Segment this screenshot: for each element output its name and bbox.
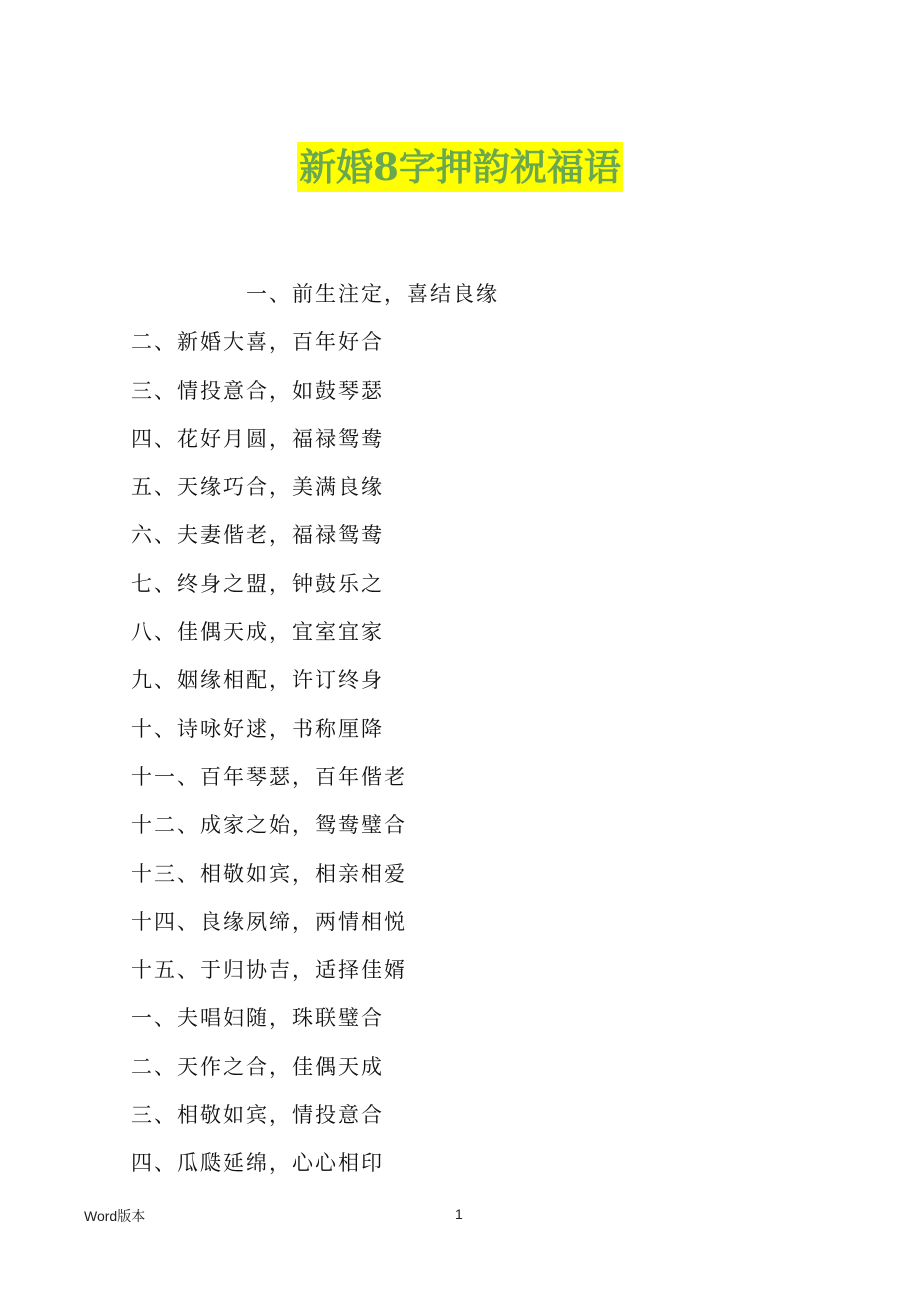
footer-label: Word版本 bbox=[84, 1208, 146, 1224]
list-item: 二、天作之合，佳偶天成 bbox=[131, 1054, 384, 1079]
list-item: 四、瓜瓞延绵，心心相印 bbox=[131, 1151, 384, 1176]
list-item: 十四、良缘夙缔，两情相悦 bbox=[131, 909, 407, 934]
list-item: 十五、于归协吉，适择佳婿 bbox=[131, 958, 407, 983]
list-item: 十二、成家之始，鸳鸯璧合 bbox=[131, 813, 407, 838]
title-container bbox=[0, 142, 920, 192]
list-item: 五、天缘巧合，美满良缘 bbox=[131, 475, 384, 500]
list-item: 十三、相敬如宾，相亲相爱 bbox=[131, 861, 407, 886]
blessing-list bbox=[131, 272, 831, 1190]
list-item: 六、夫妻偕老，福禄鸳鸯 bbox=[131, 523, 384, 548]
list-item: 十、诗咏好逑，书称厘降 bbox=[131, 716, 384, 741]
list-item: 三、相敬如宾，情投意合 bbox=[131, 1103, 384, 1128]
list-item: 九、姻缘相配，许订终身 bbox=[131, 668, 384, 693]
page-number: 1 bbox=[455, 1206, 463, 1222]
list-item: 八、佳偶天成，宜室宜家 bbox=[131, 620, 384, 645]
list-item: 三、情投意合，如鼓琴瑟 bbox=[131, 378, 384, 403]
list-item: 一、前生注定，喜结良缘 bbox=[246, 282, 499, 306]
list-item: 四、花好月圆，福禄鸳鸯 bbox=[131, 426, 384, 451]
list-item: 二、新婚大喜，百年好合 bbox=[131, 330, 384, 355]
document-title: 新婚8字押韵祝福语 bbox=[297, 142, 623, 192]
list-item: 一、夫唱妇随，珠联璧合 bbox=[131, 1006, 384, 1031]
list-item: 七、终身之盟，钟鼓乐之 bbox=[131, 571, 384, 596]
list-item: 十一、百年琴瑟，百年偕老 bbox=[131, 764, 407, 789]
